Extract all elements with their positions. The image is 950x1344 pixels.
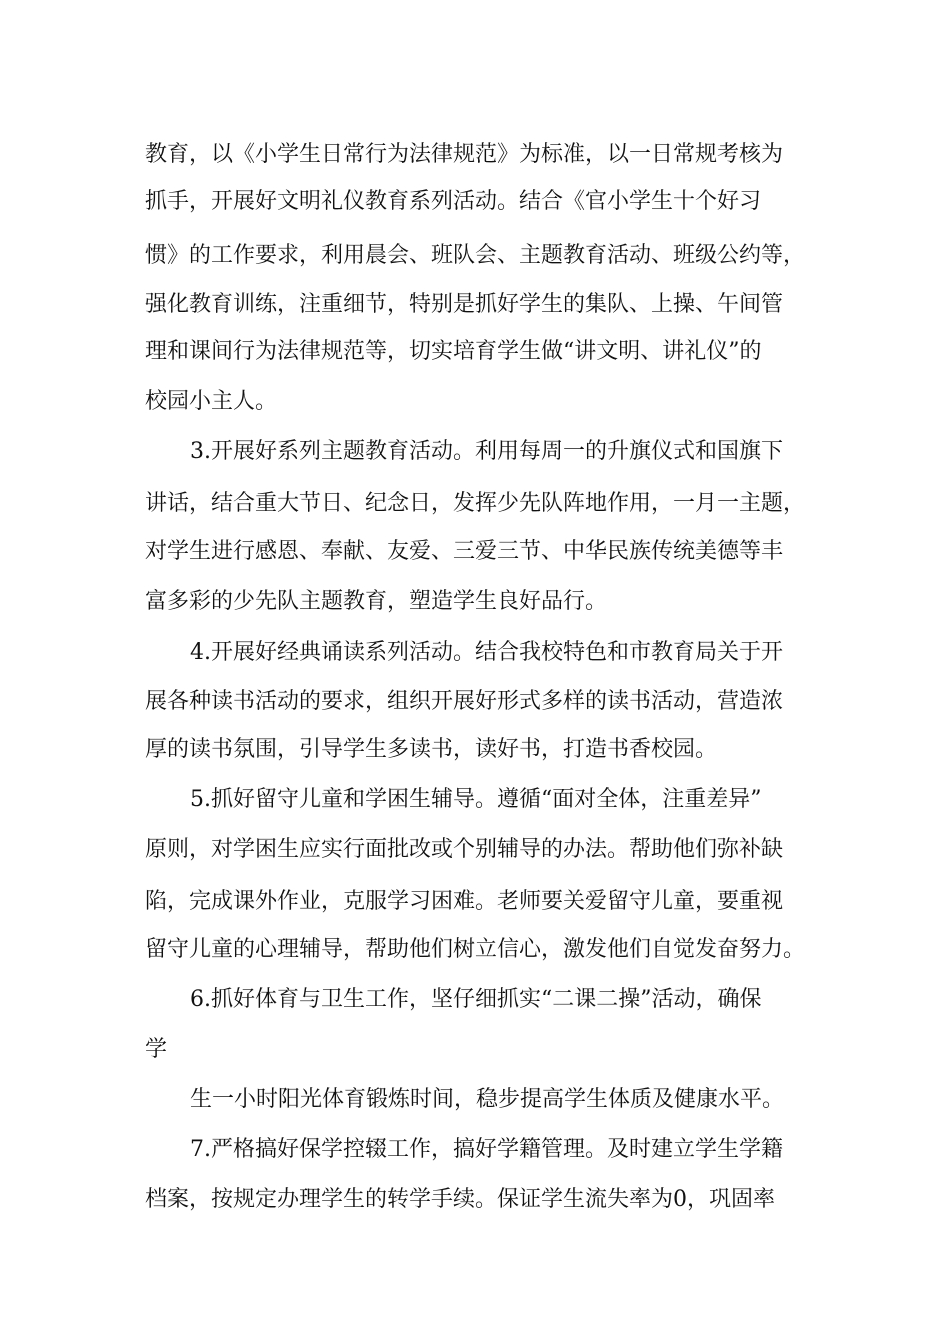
paragraph-line: 3.开展好系列主题教育活动。利用每周一的升旗仪式和国旗下 xyxy=(190,439,783,464)
paragraph-line: 展各种读书活动的要求，组织开展好形式多样的读书活动，营造浓 xyxy=(145,689,784,714)
paragraph-line: 讲话，结合重大节日、纪念日，发挥少先队阵地作用，一月一主题， xyxy=(145,491,806,516)
paragraph-line: 教育，以《小学生日常行为法律规范》为标准，以一日常规考核为 xyxy=(145,142,784,167)
paragraph-line: 厚的读书氛围，引导学生多读书，读好书，打造书香校园。 xyxy=(145,737,718,762)
paragraph-line: 生一小时阳光体育锻炼时间，稳步提高学生体质及健康水平。 xyxy=(190,1087,785,1112)
paragraph-line: 7.严格搞好保学控辍工作，搞好学籍管理。及时建立学生学籍 xyxy=(190,1137,783,1162)
paragraph-line: 5.抓好留守儿童和学困生辅导。遵循“面对全体，注重差异” xyxy=(190,787,762,812)
paragraph-line: 惯》的工作要求，利用晨会、班队会、主题教育活动、班级公约等， xyxy=(145,243,806,268)
paragraph-line: 理和课间行为法律规范等，切实培育学生做“讲文明、讲礼仪”的 xyxy=(145,339,762,364)
paragraph-line: 抓手，开展好文明礼仪教育系列活动。结合《官小学生十个好习 xyxy=(145,189,762,214)
paragraph-line: 陷，完成课外作业，克服学习困难。老师要关爱留守儿童，要重视 xyxy=(145,889,784,914)
paragraph-line: 校园小主人。 xyxy=(145,389,278,414)
paragraph-line: 6.抓好体育与卫生工作，坚仔细抓实“二课二操”活动，确保 xyxy=(190,987,762,1012)
paragraph-line: 档案，按规定办理学生的转学手续。保证学生流失率为0，巩固率 xyxy=(145,1187,775,1212)
paragraph-line: 原则，对学困生应实行面批改或个别辅导的办法。帮助他们弥补缺 xyxy=(145,837,784,862)
paragraph-line: 富多彩的少先队主题教育，塑造学生良好品行。 xyxy=(145,589,608,614)
paragraph-line: 强化教育训练，注重细节，特别是抓好学生的集队、上操、午间管 xyxy=(145,292,784,317)
paragraph-line: 4.开展好经典诵读系列活动。结合我校特色和市教育局关于开 xyxy=(190,640,783,665)
paragraph-line: 留守儿童的心理辅导，帮助他们树立信心，激发他们自觉发奋努力。 xyxy=(145,937,806,962)
paragraph-line: 对学生进行感恩、奉献、友爱、三爱三节、中华民族传统美德等丰 xyxy=(145,539,784,564)
paragraph-line: 学 xyxy=(145,1037,168,1062)
